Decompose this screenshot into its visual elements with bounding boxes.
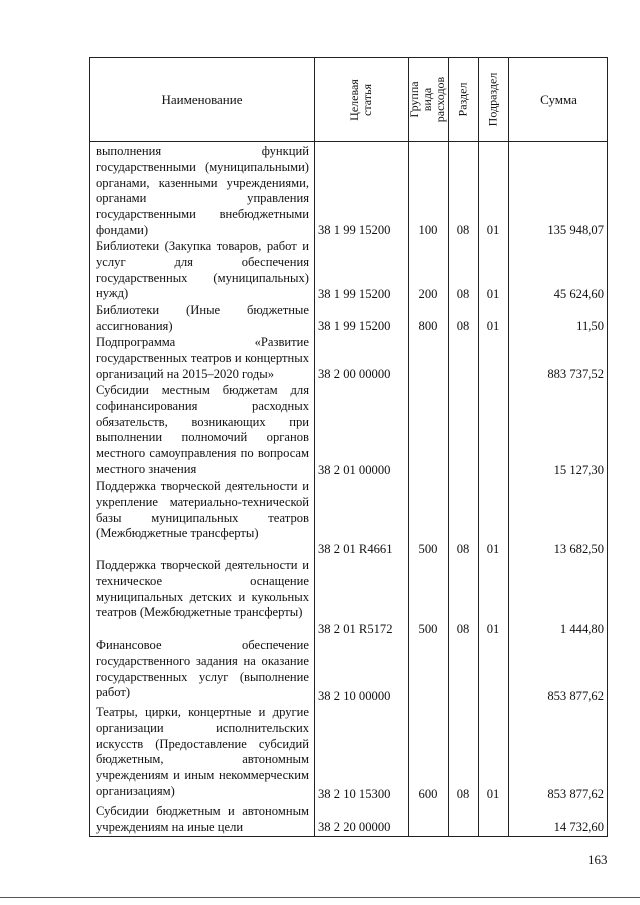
- row-code: 38 2 20 00000: [318, 820, 391, 834]
- row-sum: 14 732,60: [553, 820, 604, 834]
- row-name: Субсидии местным бюджетам для софинансирования расходных обязательств, возникающих при выполнении полномочий органов местного самоуправления по вопросам местного значения: [96, 383, 309, 476]
- row-sum: 883 737,52: [547, 367, 604, 381]
- row-razdel: 08: [456, 287, 470, 301]
- row-code: 38 2 01 00000: [318, 463, 391, 477]
- row-group: 500: [418, 542, 438, 556]
- row-sum: 13 682,50: [553, 542, 604, 556]
- row-name: Подпрограмма «Развитие государственных театров и концертных организаций на 2015–2020 годы»: [96, 335, 309, 381]
- row-name: выполнения функций государственными (муниципальными) органами, казенными учреждениями, органами управления государственными внебюджетными фондами): [96, 144, 309, 237]
- row-podrazdel: 01: [486, 287, 500, 301]
- row-razdel: 08: [456, 622, 470, 636]
- row-name: Библиотеки (Иные бюджетные ассигнования): [96, 303, 309, 333]
- row-code: 38 2 10 15300: [318, 787, 391, 801]
- row-group: 800: [418, 319, 438, 333]
- header-name-cell: [90, 58, 314, 141]
- column-divider: [314, 58, 315, 836]
- budget-table: [89, 57, 608, 837]
- row-group: 100: [418, 223, 438, 237]
- row-sum: 853 877,62: [547, 689, 604, 703]
- row-name: Поддержка творческой деятельности и техническое оснащение муниципальных детских и кукольных театров (Межбюджетные трансферты): [96, 558, 309, 620]
- header-razdel-cell: [448, 58, 478, 141]
- row-code: 38 2 01 R5172: [318, 622, 393, 636]
- row-name: Библиотеки (Закупка товаров, работ и услуг для обеспечения государственных (муниципальных) нужд): [96, 239, 309, 301]
- column-divider: [508, 58, 509, 836]
- header-sum: Сумма: [540, 91, 577, 107]
- row-code: 38 2 10 00000: [318, 689, 391, 703]
- row-razdel: 08: [456, 319, 470, 333]
- row-name: Поддержка творческой деятельности и укрепление материально-технической базы муниципальных театров (Межбюджетные трансферты): [96, 479, 309, 541]
- header-podrazdel: Подраздел: [485, 72, 500, 127]
- row-code: 38 2 00 00000: [318, 367, 391, 381]
- row-code: 38 1 99 15200: [318, 287, 391, 301]
- row-name: Субсидии бюджетным и автономным учреждениям на иные цели: [96, 804, 309, 834]
- header-podrazdel-cell: [478, 58, 508, 141]
- header-razdel: Раздел: [455, 82, 470, 117]
- row-group: 500: [418, 622, 438, 636]
- row-podrazdel: 01: [486, 622, 500, 636]
- page-number: 163: [588, 852, 608, 867]
- row-name: Театры, цирки, концертные и другие организации исполнительских искусств (Предоставление субсидий бюджетным, автономным учреждениям и иным некоммерческим организациям): [96, 705, 309, 798]
- row-sum: 15 127,30: [553, 463, 604, 477]
- header-code: Целевая статья: [347, 78, 374, 121]
- row-podrazdel: 01: [486, 787, 500, 801]
- row-sum: 11,50: [576, 319, 604, 333]
- row-sum: 853 877,62: [547, 787, 604, 801]
- header-divider: [90, 141, 607, 142]
- header-group-cell: [408, 58, 448, 141]
- row-group: 200: [418, 287, 438, 301]
- row-podrazdel: 01: [486, 223, 500, 237]
- row-razdel: 08: [456, 787, 470, 801]
- row-code: 38 1 99 15200: [318, 319, 391, 333]
- row-razdel: 08: [456, 542, 470, 556]
- footer-rule: [0, 897, 640, 898]
- row-sum: 135 948,07: [547, 223, 604, 237]
- row-razdel: 08: [456, 223, 470, 237]
- header-group: Группа вида расходов: [407, 76, 448, 123]
- column-divider: [478, 58, 479, 836]
- row-sum: 45 624,60: [553, 287, 604, 301]
- header-code-cell: [314, 58, 408, 141]
- row-name: Финансовое обеспечение государственного задания на оказание государственных услуг (выполнение работ): [96, 638, 309, 700]
- row-code: 38 1 99 15200: [318, 223, 391, 237]
- header-sum-cell: [508, 58, 609, 141]
- row-podrazdel: 01: [486, 319, 500, 333]
- row-code: 38 2 01 R4661: [318, 542, 393, 556]
- row-podrazdel: 01: [486, 542, 500, 556]
- header-name: Наименование: [161, 91, 243, 107]
- column-divider: [448, 58, 449, 836]
- row-sum: 1 444,80: [559, 622, 604, 636]
- row-group: 600: [418, 787, 438, 801]
- column-divider: [408, 58, 409, 836]
